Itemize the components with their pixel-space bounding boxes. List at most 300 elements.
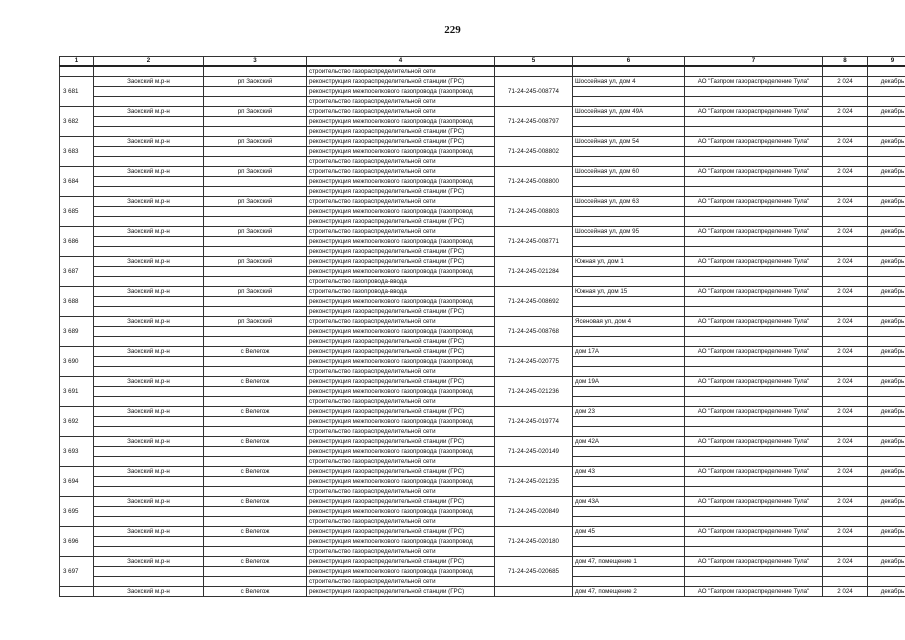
month-cell bbox=[868, 507, 905, 517]
column-header: 4 bbox=[307, 57, 495, 67]
district-cell: Заокский м.р-н bbox=[94, 467, 204, 477]
address-cell bbox=[573, 267, 685, 277]
address-cell bbox=[573, 577, 685, 587]
row-number-cell: 3 683 bbox=[60, 137, 94, 167]
column-header: 9 bbox=[868, 57, 905, 67]
locality-cell bbox=[204, 217, 307, 227]
work-cell: реконструкция газораспределительной станции (ГРС) bbox=[307, 347, 495, 357]
year-cell: 2 024 bbox=[823, 287, 868, 297]
table-row bbox=[60, 487, 905, 497]
year-cell: 2 024 bbox=[823, 137, 868, 147]
work-cell: реконструкция межпоселкового газопровода (газопровод bbox=[307, 357, 495, 367]
month-cell: декабрь bbox=[868, 197, 905, 207]
address-cell: Ясеновая ул, дом 4 bbox=[573, 317, 685, 327]
org-cell bbox=[685, 537, 823, 547]
district-cell bbox=[94, 187, 204, 197]
table-row bbox=[60, 417, 905, 427]
district-cell bbox=[94, 357, 204, 367]
table-row bbox=[60, 567, 905, 577]
org-cell: АО "Газпром газораспределение Тула" bbox=[685, 407, 823, 417]
locality-cell bbox=[204, 447, 307, 457]
locality-cell bbox=[204, 267, 307, 277]
work-cell: строительство газораспределительной сети bbox=[307, 517, 495, 527]
org-cell: АО "Газпром газораспределение Тула" bbox=[685, 437, 823, 447]
year-cell bbox=[823, 517, 868, 527]
row-number-cell: 3 682 bbox=[60, 107, 94, 137]
district-cell bbox=[94, 127, 204, 137]
work-cell: реконструкция межпоселкового газопровода (газопровод bbox=[307, 567, 495, 577]
district-cell bbox=[94, 387, 204, 397]
year-cell bbox=[823, 97, 868, 107]
district-cell bbox=[94, 547, 204, 557]
table-row bbox=[60, 77, 905, 87]
work-cell: реконструкция газораспределительной станции (ГРС) bbox=[307, 437, 495, 447]
year-cell bbox=[823, 567, 868, 577]
org-cell bbox=[685, 477, 823, 487]
year-cell bbox=[823, 507, 868, 517]
table-row bbox=[60, 547, 905, 557]
locality-cell: рп Заокский bbox=[204, 287, 307, 297]
org-cell: АО "Газпром газораспределение Тула" bbox=[685, 257, 823, 267]
org-cell bbox=[685, 567, 823, 577]
work-cell: реконструкция межпоселкового газопровода (газопровод bbox=[307, 297, 495, 307]
month-cell bbox=[868, 577, 905, 587]
row-number-cell: 3 692 bbox=[60, 407, 94, 437]
work-cell: реконструкция межпоселкового газопровода (газопровод bbox=[307, 417, 495, 427]
month-cell bbox=[868, 447, 905, 457]
year-cell bbox=[823, 427, 868, 437]
year-cell bbox=[823, 117, 868, 127]
address-cell bbox=[573, 327, 685, 337]
org-cell bbox=[685, 547, 823, 557]
org-cell: АО "Газпром газораспределение Тула" bbox=[685, 167, 823, 177]
month-cell bbox=[868, 157, 905, 167]
locality-cell: с Велегож bbox=[204, 407, 307, 417]
district-cell: Заокский м.р-н bbox=[94, 437, 204, 447]
table-row bbox=[60, 387, 905, 397]
address-cell bbox=[573, 247, 685, 257]
work-cell: реконструкция газораспределительной станции (ГРС) bbox=[307, 467, 495, 477]
district-cell: Заокский м.р-н bbox=[94, 407, 204, 417]
org-cell bbox=[685, 457, 823, 467]
month-cell: декабрь bbox=[868, 527, 905, 537]
locality-cell bbox=[204, 577, 307, 587]
year-cell bbox=[823, 577, 868, 587]
org-cell bbox=[685, 397, 823, 407]
month-cell bbox=[868, 177, 905, 187]
locality-cell bbox=[204, 507, 307, 517]
org-cell bbox=[685, 367, 823, 377]
org-cell: АО "Газпром газораспределение Тула" bbox=[685, 317, 823, 327]
org-cell: АО "Газпром газораспределение Тула" bbox=[685, 287, 823, 297]
month-cell: декабрь bbox=[868, 347, 905, 357]
address-cell: дом 17А bbox=[573, 347, 685, 357]
work-cell: строительство газораспределительной сети bbox=[307, 197, 495, 207]
address-cell bbox=[573, 367, 685, 377]
locality-cell bbox=[204, 307, 307, 317]
org-cell: АО "Газпром газораспределение Тула" bbox=[685, 467, 823, 477]
district-cell: Заокский м.р-н bbox=[94, 317, 204, 327]
org-cell: АО "Газпром газораспределение Тула" bbox=[685, 377, 823, 387]
work-cell: реконструкция газораспределительной станции (ГРС) bbox=[307, 247, 495, 257]
year-cell bbox=[823, 87, 868, 97]
address-cell bbox=[573, 127, 685, 137]
org-cell bbox=[685, 117, 823, 127]
row-number-cell: 3 696 bbox=[60, 527, 94, 557]
year-cell bbox=[823, 127, 868, 137]
code-cell: 71-24-245-020180 bbox=[495, 527, 573, 557]
district-cell bbox=[94, 237, 204, 247]
year-cell: 2 024 bbox=[823, 527, 868, 537]
work-cell: реконструкция газораспределительной станции (ГРС) bbox=[307, 557, 495, 567]
locality-cell bbox=[204, 207, 307, 217]
work-cell: строительство газораспределительной сети bbox=[307, 547, 495, 557]
locality-cell: рп Заокский bbox=[204, 227, 307, 237]
month-cell bbox=[868, 457, 905, 467]
address-cell bbox=[573, 237, 685, 247]
org-cell bbox=[685, 577, 823, 587]
month-cell bbox=[868, 427, 905, 437]
month-cell bbox=[868, 97, 905, 107]
district-cell: Заокский м.р-н bbox=[94, 137, 204, 147]
table-row bbox=[60, 207, 905, 217]
table-row bbox=[60, 87, 905, 97]
address-cell bbox=[573, 387, 685, 397]
month-cell: декабрь bbox=[868, 77, 905, 87]
district-cell bbox=[94, 147, 204, 157]
work-cell: реконструкция межпоселкового газопровода (газопровод bbox=[307, 117, 495, 127]
org-cell bbox=[685, 487, 823, 497]
work-cell: строительство газопровода-ввода bbox=[307, 287, 495, 297]
locality-cell bbox=[204, 477, 307, 487]
locality-cell bbox=[204, 367, 307, 377]
address-cell: дом 47, помещение 1 bbox=[573, 557, 685, 567]
year-cell: 2 024 bbox=[823, 557, 868, 567]
org-cell: АО "Газпром газораспределение Тула" bbox=[685, 107, 823, 117]
work-cell: реконструкция межпоселкового газопровода (газопровод bbox=[307, 177, 495, 187]
month-cell bbox=[868, 417, 905, 427]
year-cell bbox=[823, 447, 868, 457]
address-cell bbox=[573, 117, 685, 127]
row-number-cell: 3 697 bbox=[60, 557, 94, 587]
table-row bbox=[60, 447, 905, 457]
org-cell: АО "Газпром газораспределение Тула" bbox=[685, 137, 823, 147]
org-cell bbox=[685, 87, 823, 97]
locality-cell: рп Заокский bbox=[204, 257, 307, 267]
district-cell: Заокский м.р-н bbox=[94, 197, 204, 207]
address-cell bbox=[573, 87, 685, 97]
locality-cell: рп Заокский bbox=[204, 77, 307, 87]
locality-cell bbox=[204, 327, 307, 337]
table-row bbox=[60, 377, 905, 387]
org-cell: АО "Газпром газораспределение Тула" bbox=[685, 77, 823, 87]
locality-cell bbox=[204, 387, 307, 397]
work-cell: реконструкция газораспределительной станции (ГРС) bbox=[307, 377, 495, 387]
locality-cell bbox=[204, 417, 307, 427]
work-cell: реконструкция межпоселкового газопровода (газопровод bbox=[307, 537, 495, 547]
code-cell: 71-24-245-020685 bbox=[495, 557, 573, 587]
year-cell bbox=[823, 357, 868, 367]
month-cell bbox=[868, 297, 905, 307]
year-cell: 2 024 bbox=[823, 257, 868, 267]
district-cell bbox=[94, 567, 204, 577]
work-cell: строительство газораспределительной сети bbox=[307, 397, 495, 407]
locality-cell bbox=[204, 567, 307, 577]
locality-cell bbox=[204, 297, 307, 307]
district-cell bbox=[94, 87, 204, 97]
row-number-cell bbox=[60, 587, 94, 597]
year-cell: 2 024 bbox=[823, 377, 868, 387]
table-row bbox=[60, 467, 905, 477]
month-cell bbox=[868, 387, 905, 397]
address-cell: дом 42А bbox=[573, 437, 685, 447]
org-cell: АО "Газпром газораспределение Тула" bbox=[685, 587, 823, 597]
org-cell bbox=[685, 187, 823, 197]
year-cell: 2 024 bbox=[823, 467, 868, 477]
address-cell bbox=[573, 547, 685, 557]
table-row bbox=[60, 197, 905, 207]
row-number-cell: 3 694 bbox=[60, 467, 94, 497]
locality-cell: с Велегож bbox=[204, 557, 307, 567]
month-cell: декабрь bbox=[868, 467, 905, 477]
address-cell: дом 19А bbox=[573, 377, 685, 387]
locality-cell bbox=[204, 247, 307, 257]
address-cell: дом 43А bbox=[573, 497, 685, 507]
table-row bbox=[60, 367, 905, 377]
month-cell bbox=[868, 267, 905, 277]
year-cell bbox=[823, 297, 868, 307]
table-row bbox=[60, 167, 905, 177]
district-cell bbox=[94, 327, 204, 337]
org-cell bbox=[685, 357, 823, 367]
year-cell: 2 024 bbox=[823, 407, 868, 417]
district-cell: Заокский м.р-н bbox=[94, 287, 204, 297]
year-cell: 2 024 bbox=[823, 347, 868, 357]
work-cell: реконструкция межпоселкового газопровода (газопровод bbox=[307, 207, 495, 217]
work-cell: строительство газораспределительной сети bbox=[307, 107, 495, 117]
address-cell bbox=[573, 537, 685, 547]
month-cell bbox=[868, 117, 905, 127]
row-number-cell: 3 695 bbox=[60, 497, 94, 527]
year-cell bbox=[823, 157, 868, 167]
locality-cell bbox=[204, 547, 307, 557]
locality-cell: с Велегож bbox=[204, 497, 307, 507]
table-row bbox=[60, 327, 905, 337]
year-cell bbox=[823, 177, 868, 187]
locality-cell: рп Заокский bbox=[204, 107, 307, 117]
row-number-cell: 3 689 bbox=[60, 317, 94, 347]
district-cell bbox=[94, 397, 204, 407]
year-cell bbox=[823, 267, 868, 277]
org-cell: АО "Газпром газораспределение Тула" bbox=[685, 557, 823, 567]
month-cell: декабрь bbox=[868, 257, 905, 267]
year-cell bbox=[823, 337, 868, 347]
work-cell: строительство газораспределительной сети bbox=[307, 367, 495, 377]
org-cell bbox=[685, 217, 823, 227]
code-cell: 71-24-245-020849 bbox=[495, 497, 573, 527]
row-number-cell: 3 690 bbox=[60, 347, 94, 377]
month-cell bbox=[868, 487, 905, 497]
org-cell bbox=[685, 297, 823, 307]
locality-cell bbox=[204, 517, 307, 527]
work-cell: реконструкция межпоселкового газопровода (газопровод bbox=[307, 267, 495, 277]
address-cell bbox=[573, 66, 685, 77]
table-row bbox=[60, 177, 905, 187]
locality-cell bbox=[204, 147, 307, 157]
district-cell: Заокский м.р-н bbox=[94, 167, 204, 177]
work-cell: реконструкция межпоселкового газопровода (газопровод bbox=[307, 327, 495, 337]
table-row bbox=[60, 457, 905, 467]
address-cell bbox=[573, 447, 685, 457]
locality-cell bbox=[204, 277, 307, 287]
work-cell: реконструкция газораспределительной станции (ГРС) bbox=[307, 127, 495, 137]
code-cell: 71-24-245-008771 bbox=[495, 227, 573, 257]
table-row bbox=[60, 537, 905, 547]
address-cell bbox=[573, 567, 685, 577]
code-cell: 71-24-245-021284 bbox=[495, 257, 573, 287]
address-cell bbox=[573, 157, 685, 167]
month-cell bbox=[868, 237, 905, 247]
table-row bbox=[60, 247, 905, 257]
month-cell bbox=[868, 307, 905, 317]
district-cell bbox=[94, 537, 204, 547]
month-cell bbox=[868, 207, 905, 217]
month-cell bbox=[868, 367, 905, 377]
district-cell bbox=[94, 337, 204, 347]
district-cell bbox=[94, 157, 204, 167]
month-cell bbox=[868, 87, 905, 97]
code-cell: 71-24-245-021235 bbox=[495, 467, 573, 497]
month-cell: декабрь bbox=[868, 377, 905, 387]
address-cell bbox=[573, 187, 685, 197]
column-header: 1 bbox=[60, 57, 94, 67]
year-cell: 2 024 bbox=[823, 167, 868, 177]
org-cell: АО "Газпром газораспределение Тула" bbox=[685, 227, 823, 237]
org-cell bbox=[685, 507, 823, 517]
district-cell: Заокский м.р-н bbox=[94, 227, 204, 237]
locality-cell: с Велегож bbox=[204, 377, 307, 387]
table-row bbox=[60, 407, 905, 417]
address-cell bbox=[573, 517, 685, 527]
org-cell bbox=[685, 237, 823, 247]
work-cell: реконструкция газораспределительной станции (ГРС) bbox=[307, 137, 495, 147]
district-cell: Заокский м.р-н bbox=[94, 557, 204, 567]
column-header: 5 bbox=[495, 57, 573, 67]
org-cell bbox=[685, 147, 823, 157]
table-row bbox=[60, 147, 905, 157]
row-number-cell bbox=[60, 66, 94, 77]
table-row bbox=[60, 157, 905, 167]
month-cell: декабрь bbox=[868, 407, 905, 417]
locality-cell bbox=[204, 117, 307, 127]
table-row bbox=[60, 587, 905, 597]
org-cell bbox=[685, 66, 823, 77]
month-cell bbox=[868, 277, 905, 287]
work-cell: реконструкция межпоселкового газопровода (газопровод bbox=[307, 477, 495, 487]
district-cell bbox=[94, 487, 204, 497]
district-cell bbox=[94, 517, 204, 527]
year-cell bbox=[823, 327, 868, 337]
district-cell: Заокский м.р-н bbox=[94, 77, 204, 87]
address-cell bbox=[573, 487, 685, 497]
org-cell bbox=[685, 417, 823, 427]
column-header: 6 bbox=[573, 57, 685, 67]
work-cell: реконструкция газораспределительной станции (ГРС) bbox=[307, 497, 495, 507]
org-cell bbox=[685, 427, 823, 437]
table-row bbox=[60, 347, 905, 357]
district-cell bbox=[94, 447, 204, 457]
row-number-cell: 3 691 bbox=[60, 377, 94, 407]
locality-cell bbox=[204, 487, 307, 497]
register-table bbox=[59, 56, 905, 597]
address-cell bbox=[573, 277, 685, 287]
locality-cell bbox=[204, 427, 307, 437]
address-cell: Шоссейная ул, дом 60 bbox=[573, 167, 685, 177]
code-cell: 71-24-245-008692 bbox=[495, 287, 573, 317]
work-cell: строительство газораспределительной сети bbox=[307, 317, 495, 327]
district-cell bbox=[94, 217, 204, 227]
work-cell: реконструкция межпоселкового газопровода (газопровод bbox=[307, 507, 495, 517]
address-cell bbox=[573, 397, 685, 407]
locality-cell: с Велегож bbox=[204, 437, 307, 447]
org-cell bbox=[685, 447, 823, 457]
month-cell: декабрь bbox=[868, 167, 905, 177]
month-cell bbox=[868, 397, 905, 407]
address-cell bbox=[573, 207, 685, 217]
column-header: 7 bbox=[685, 57, 823, 67]
table-row bbox=[60, 107, 905, 117]
district-cell bbox=[94, 507, 204, 517]
table-row bbox=[60, 497, 905, 507]
locality-cell bbox=[204, 187, 307, 197]
work-cell: строительство газораспределительной сети bbox=[307, 427, 495, 437]
address-cell bbox=[573, 427, 685, 437]
table-row bbox=[60, 477, 905, 487]
year-cell: 2 024 bbox=[823, 497, 868, 507]
year-cell: 2 024 bbox=[823, 77, 868, 87]
org-cell bbox=[685, 177, 823, 187]
address-cell: Южная ул, дом 1 bbox=[573, 257, 685, 267]
work-cell: реконструкция межпоселкового газопровода (газопровод bbox=[307, 387, 495, 397]
year-cell bbox=[823, 397, 868, 407]
district-cell bbox=[94, 477, 204, 487]
org-cell bbox=[685, 307, 823, 317]
locality-cell bbox=[204, 337, 307, 347]
code-cell: 71-24-245-021236 bbox=[495, 377, 573, 407]
column-header: 2 bbox=[94, 57, 204, 67]
code-cell: 71-24-245-008803 bbox=[495, 197, 573, 227]
locality-cell: с Велегож bbox=[204, 467, 307, 477]
month-cell bbox=[868, 547, 905, 557]
table-row bbox=[60, 557, 905, 567]
district-cell: Заокский м.р-н bbox=[94, 527, 204, 537]
work-cell: реконструкция межпоселкового газопровода (газопровод bbox=[307, 237, 495, 247]
month-cell bbox=[868, 66, 905, 77]
month-cell: декабрь bbox=[868, 497, 905, 507]
month-cell bbox=[868, 147, 905, 157]
year-cell bbox=[823, 387, 868, 397]
table-row bbox=[60, 277, 905, 287]
org-cell bbox=[685, 157, 823, 167]
table-row bbox=[60, 187, 905, 197]
code-cell: 71-24-245-020775 bbox=[495, 347, 573, 377]
address-cell bbox=[573, 297, 685, 307]
column-header: 3 bbox=[204, 57, 307, 67]
address-cell bbox=[573, 307, 685, 317]
district-cell bbox=[94, 427, 204, 437]
address-cell bbox=[573, 507, 685, 517]
row-number-cell: 3 685 bbox=[60, 197, 94, 227]
